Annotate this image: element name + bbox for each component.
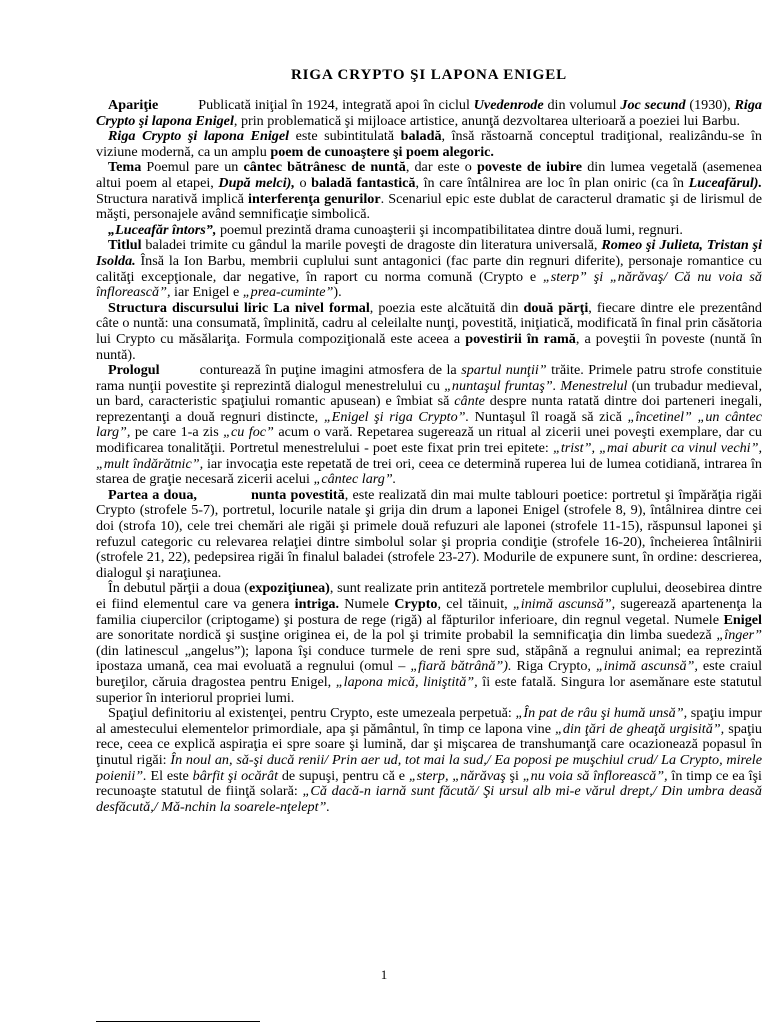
text-run: Partea a doua, [108, 486, 197, 503]
text-run: spaţiu impur al amestecului elementelor primordiale, apa şi pământul, în timp ce lapona vine [96, 705, 763, 737]
text-run: , cel tăinuit, [437, 596, 513, 612]
text-run: Publicată iniţial în 1924, integrată apoi în ciclul [198, 97, 474, 113]
text-run: Titlul [108, 237, 142, 254]
text-run: despre nunta ratată dintre doi parteneri inegali, reprezentanţi a două regnuri distincte, [96, 393, 762, 425]
text-run: o [294, 174, 312, 191]
text-run: , sunt realizate prin antiteză portretele membrilor cuplului, deosebirea dintre ei fiind elementul care va genera [96, 580, 763, 612]
text-run: două părţi [523, 299, 589, 316]
text-run: Prologul [108, 362, 160, 379]
text-run: şi [505, 767, 523, 784]
text-run: Riga Crypto şi lapona Enigel [108, 128, 290, 145]
text-run: „lapona mică, liniştită”, [335, 673, 478, 690]
text-run: În noul an, să-şi ducă renii/ Prin aer ud, tot mai la sud,/ Ea poposi pe muşchiul crud/ La Crypto, mirele poienii”. [96, 751, 763, 784]
text-run: Spaţiul definitoriu al existenţei, pentru Crypto, este umezeala perpetuă: [108, 705, 516, 722]
text-run: (1930), [685, 97, 735, 113]
text-run: „din ţări de gheaţă urgisită”, [555, 720, 725, 737]
text-run: Crypto [394, 596, 438, 612]
text-run: Poemul pare un [141, 159, 244, 176]
text-run: iar invocaţia este repetată de trei ori, ceea ce determină ruperea lui de lumea cotidiană, intrarea în starea de graţie necesară zicerii acelui [96, 455, 763, 488]
text-run: povestirii în ramă [465, 330, 576, 347]
text-run: acum o vară. Repetarea sugerează un ritual al zicerii unei poveşti exemplare, dar cu modificarea tonalităţii. Portretul menestrelului - poet este fixat prin trei epitete: [96, 424, 762, 457]
text-run: „nuntaşul fruntaş”. [444, 377, 557, 394]
text-run: poemul prezintă drama cunoaşterii şi incompatibilitatea dintre două lumi, regnuri. [216, 221, 683, 238]
text-run: poveste de iubire [477, 159, 583, 176]
text-run: Structura narativă implică [96, 190, 249, 207]
text-run: (din latinescul „angelus”); lapona îşi conduce turmele de reni spre sud, stăpână a regnului animal; ea reprezintă ipostaza umană, cea mai evoluată a regnului (omul – [96, 642, 762, 675]
footnote-separator [96, 1021, 260, 1022]
text-run: Apariţie [108, 97, 159, 113]
text-run: „înger” [716, 627, 762, 644]
text-run: „sterp, „nărăvaş [408, 767, 506, 784]
text-run: „încetinel” „un cântec larg”, [96, 408, 762, 441]
text-run: , prin problematică şi mijloace artistice, anunţă dezvoltarea ulterioară a poeziei lui Barbu. [233, 112, 741, 129]
text-run: poem de cunoaştere şi poem alegoric. [270, 143, 494, 160]
paragraph [96, 238, 762, 300]
text-run: „Enigel şi riga Crypto”. [323, 408, 470, 425]
text-run: În debutul părţii a doua ( [108, 580, 249, 597]
text-run: intriga. [294, 596, 340, 612]
text-run: „Că dacă-n iarnă sunt făcută/ Şi ursul alb mi-e vărul drept,/ Din umbra deasă desfăcută,/ Mă-nchin la soarele-nţelept”. [96, 783, 762, 815]
text-run: pe care 1-a zis [130, 424, 224, 441]
text-run: „sterp” şi „nărăvaş/ Că nu voia să înflorească”, [96, 268, 763, 301]
text-run: „trist”, „mai aburit ca vinul vechi”, „mult îndărătnic”, [96, 440, 762, 472]
text-run: este craiul bureţilor, căruia dragostea pentru Enigel, [96, 658, 762, 690]
text-run: Enigel [723, 611, 762, 628]
paragraph [96, 223, 762, 239]
text-run: „inimă ascunsă”, [512, 596, 616, 612]
paragraph [96, 363, 762, 488]
text-run: „prea-cuminte” [242, 284, 334, 301]
text-run: , în care întâlnirea are loc în plan oniric (ca în [415, 174, 689, 191]
text-run: spaţiu rece, ceea ce explică aspiraţia ei spre soare şi lumină, dar şi mişcarea de transhumanţă care ocazionează popasul în ţinutul rigăi: [96, 720, 763, 768]
text-run: La nivel formal [273, 299, 370, 316]
paragraph [96, 581, 762, 706]
text-run: Menestrelul [560, 377, 628, 394]
text-run: îi este fatală. Singura lor asemănare este statutul superior în interiorul propriei lumi. [96, 673, 762, 706]
text-run: , dar este o [405, 159, 477, 176]
text-run: din volumul [543, 97, 621, 113]
text-run: are sonoritate nordică şi susţine originea ei, de la pol şi trimite probabil la semnificaţia din limba suedeză [96, 627, 717, 644]
text-run: trăite. Primele patru strofe constituie rama nunţii povestite şi reprezintă dialogul menestrelului cu [96, 362, 762, 394]
text-run: de supuşi, pentru că e [278, 767, 409, 784]
body-text [96, 98, 762, 815]
document-title: RIGA CRYPTO ŞI LAPONA ENIGEL [290, 67, 568, 83]
text-run: El este [146, 767, 193, 784]
text-run: baladă fantastică [311, 174, 416, 191]
text-run: „Luceafăr întors”, [108, 221, 217, 238]
text-run: conturează în puţine imagini atmosfera de la [199, 362, 462, 379]
text-run: , a poveştii în poveste (nuntă în nuntă). [96, 330, 762, 363]
paragraph [96, 706, 762, 815]
text-run: „nu voia să înflorească”, [522, 767, 668, 784]
paragraph [96, 98, 762, 129]
text-run: este subintitulată [289, 128, 401, 145]
text-run: din lumea vegetală (asemenea altui poem al etapei, [96, 159, 762, 191]
text-run: cântec bătrânesc de nuntă [243, 159, 406, 176]
page-number: 1 [380, 967, 388, 982]
text-run: Uvedenrode [473, 97, 544, 113]
text-run: interferenţa genurilor [248, 190, 381, 207]
text-run: „fiară bătrână”). [410, 658, 512, 675]
text-run: „În pat de râu şi humă unsă”, [515, 705, 688, 722]
text-run: Riga Crypto, [511, 658, 596, 675]
text-run: Luceafărul). [688, 174, 763, 191]
text-run: baladei trimite cu gândul la marile poveşti de dragoste din literatura universală, [141, 237, 602, 254]
text-run: . Scenariul epic este dublat de caracterul dramatic şi de lirismul de măşti, personajele având semnificaţie simbolică. [96, 190, 762, 223]
page-content [96, 66, 762, 815]
text-run: spartul nunţii” [461, 362, 547, 379]
text-run: „inimă ascunsă”, [595, 658, 698, 675]
text-run: „cu foc” [223, 424, 274, 441]
text-run: baladă [400, 128, 442, 145]
text-run: , poezia este alcătuită din [369, 299, 524, 316]
text-run: , este realizată din mai multe tablouri poetice: portretul şi împărăţia rigăi Crypto (strofele 5-7), portretul, locurile natale şi grija din drum a laponei Enigel (strofele 8, 9), întâlnirea dintre cei doi (strofa 10), cele trei chemări ale rigăi şi primele două refuzuri ale laponei (strofele 11-15), răspunsul laponei şi refuzul categoric cu relevarea relaţiei dintre simbolul solar şi propria condiţie (strofele 16-20), încheierea întâlnirii (strofele 21, 22), pedepsirea rigăi în finalul baladei (strofele 23-27). Modurile de expunere sunt, în ordine: descrierea, dialogul şi naraţiunea. [96, 486, 762, 581]
text-run: sugerează apartenenţa la familia ciupercilor (criptogame) şi postura de rege (rigă) al făpturilor inferioare, din regnul vegetal. Numele [96, 596, 762, 628]
text-run: Numele [339, 596, 395, 612]
text-run: cânte [454, 393, 485, 410]
text-run: nunta povestită [250, 486, 345, 503]
text-run: Însă la Ion Barbu, membrii cuplului sunt antagonici (fac parte din regnuri diferite), personaje romantice cu calităţi excepţionale, dar negative, în raport cu norma comună (Crypto e [96, 252, 762, 285]
text-run: , însă răstoarnă conceptul tradiţional, realizându-se în viziune modernă, ca un amplu [96, 128, 763, 160]
text-run: , fiecare dintre ele prezentând câte o nuntă: una consumată, împlinită, cadru al celeilalte nunţi, povestită, iniţiatică, modificată în final prin căsătoria lui Crypto cu măsălariţa. Formula compoziţională este aceea a [96, 299, 762, 347]
text-run: Tema [108, 159, 142, 176]
text-run: Joc secund [620, 97, 686, 113]
paragraph [96, 160, 762, 222]
text-run: iar Enigel e [170, 284, 243, 301]
text-run: Riga Crypto şi lapona Enigel [96, 97, 762, 129]
text-run: (un trubadur medieval, un bard, caracteristic spaţiului romantic apusean) e îmbiat să [96, 377, 762, 410]
paragraph [96, 129, 762, 160]
text-run: expoziţiunea) [248, 580, 330, 597]
text-run: ). [333, 284, 342, 301]
text-run: bârfit şi ocărât [192, 767, 279, 784]
text-run: „cântec larg”. [313, 471, 397, 488]
paragraph [96, 488, 762, 582]
text-run: Structura discursului liric [108, 299, 269, 316]
text-run: Romeo şi Julieta, Tristan şi Isolda. [96, 237, 762, 269]
paragraph [96, 301, 762, 363]
text-run: Nuntaşul îl roagă să zică [469, 408, 628, 425]
text-run: După melci), [218, 174, 295, 191]
text-run: în timp ce ea îşi recunoaşte statutul de fiinţă solară: [96, 767, 762, 800]
